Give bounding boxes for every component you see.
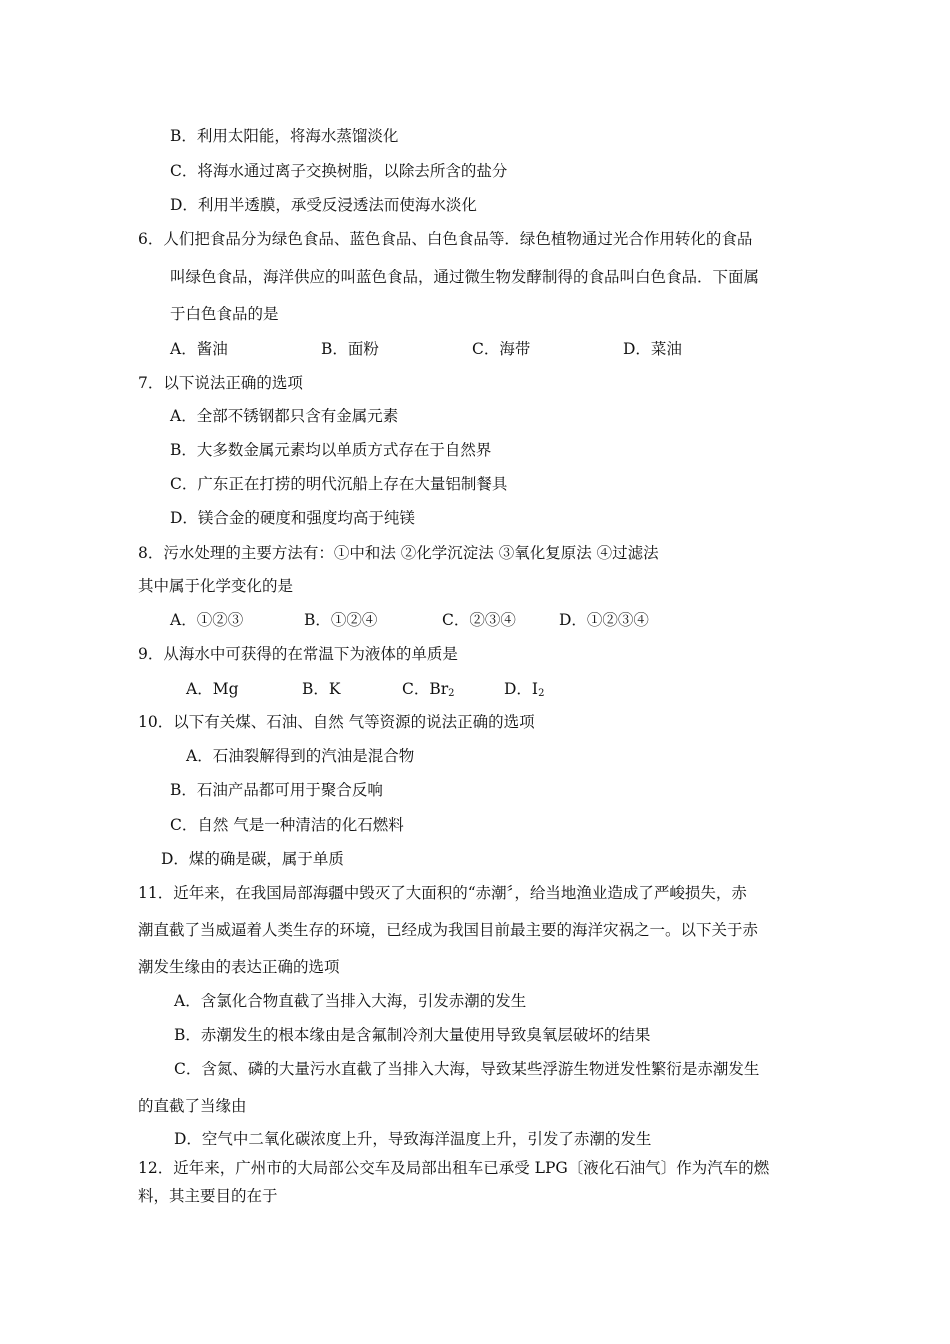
q11-stem-line1: 11．近年来，在我国局部海疆中毁灭了大面积的“赤潮〞，给当地渔业造成了严峻损失，赤: [138, 884, 747, 902]
q6-stem-line2: 叫绿色食品，海洋供应的叫蓝色食品，通过微生物发酵制得的食品叫白色食品．下面属: [170, 268, 760, 286]
q9-option-a: A．Mg: [186, 680, 239, 698]
q5-option-c: C．将海水通过离子交换树脂，以除去所含的盐分: [170, 162, 508, 180]
q10-stem: 10．以下有关煤、石油、自然 气等资源的说法正确的选项: [138, 713, 535, 731]
q6-option-a: A．酱油: [170, 340, 228, 358]
q8-option-a: A．①②③: [170, 611, 244, 629]
q11-option-b: B．赤潮发生的根本缘由是含氟制冷剂大量使用导致臭氧层破坏的结果: [174, 1026, 651, 1044]
q9-stem: 9．从海水中可获得的在常温下为液体的单质是: [138, 645, 458, 663]
q8-option-b: B．①②④: [304, 611, 378, 629]
q6-option-c: C．海带: [472, 340, 531, 358]
q11-option-a: A．含氯化合物直截了当排入大海，引发赤潮的发生: [174, 992, 527, 1010]
q11-option-c-line1: C．含氮、磷的大量污水直截了当排入大海，导致某些浮游生物迸发性繁衍是赤潮发生: [174, 1060, 760, 1078]
q10-option-b: B．石油产品都可用于聚合反响: [170, 781, 383, 799]
q9-option-d-text: D．I: [504, 680, 539, 698]
q6-stem-line3: 于白色食品的是: [170, 305, 279, 323]
q12-stem-line2: 料，其主要目的在于: [138, 1187, 278, 1205]
q8-option-c: C．②③④: [442, 611, 516, 629]
q11-option-d: D．空气中二氧化碳浓度上升，导致海洋温度上升，引发了赤潮的发生: [174, 1130, 652, 1148]
q10-option-a: A．石油裂解得到的汽油是混合物: [186, 747, 415, 765]
q9-option-d: [504, 679, 544, 704]
q9-options: [186, 679, 544, 704]
q7-option-d: D．镁合金的硬度和强度均高于纯镁: [170, 509, 415, 527]
q8-stem: 8．污水处理的主要方法有：①中和法 ②化学沉淀法 ③氧化复原法 ④过滤法: [138, 544, 659, 562]
q11-stem-line3: 潮发生缘由的表达正确的选项: [138, 958, 340, 976]
q6-options: [170, 339, 682, 359]
q8-options: [170, 610, 649, 630]
q9-option-b: B．K: [302, 680, 341, 698]
q6-option-b: B．面粉: [321, 340, 379, 358]
q7-option-a: A．全部不锈钢都只含有金属元素: [170, 407, 399, 425]
q11-option-c-line2: 的直截了当缘由: [138, 1097, 247, 1115]
q9-option-c-text: C．Br: [402, 680, 449, 698]
q5-option-b: B．利用太阳能，将海水蒸馏淡化: [170, 127, 399, 145]
q10-option-c: C．自然 气是一种清洁的化石燃料: [170, 816, 404, 834]
q9-option-c: [402, 679, 504, 704]
q8-option-d: D．①②③④: [559, 611, 649, 629]
q9-option-d-subscript: 2: [538, 688, 545, 699]
q6-stem-line1: 6．人们把食品分为绿色食品、蓝色食品、白色食品等．绿色植物通过光合作用转化的食品: [138, 230, 753, 248]
q7-stem: 7．以下说法正确的选项: [138, 374, 303, 392]
q12-stem-line1: 12．近年来，广州市的大局部公交车及局部出租车已承受 LPG〔液化石油气〕作为汽车的燃: [138, 1159, 770, 1177]
q5-option-d: D．利用半透膜，承受反浸透法而使海水淡化: [170, 196, 477, 214]
q7-option-b: B．大多数金属元素均以单质方式存在于自然界: [170, 441, 492, 459]
q11-stem-line2: 潮直截了当威逼着人类生存的环境，已经成为我国目前最主要的海洋灾祸之一。以下关于赤: [138, 921, 759, 939]
q8-stem-line2: 其中属于化学变化的是: [138, 577, 294, 595]
q6-option-d: D．菜油: [623, 340, 682, 358]
q7-option-c: C．广东正在打捞的明代沉船上存在大量铝制餐具: [170, 475, 508, 493]
q10-option-d: D．煤的确是碳，属于单质: [161, 850, 344, 868]
q9-option-c-subscript: 2: [448, 688, 455, 699]
